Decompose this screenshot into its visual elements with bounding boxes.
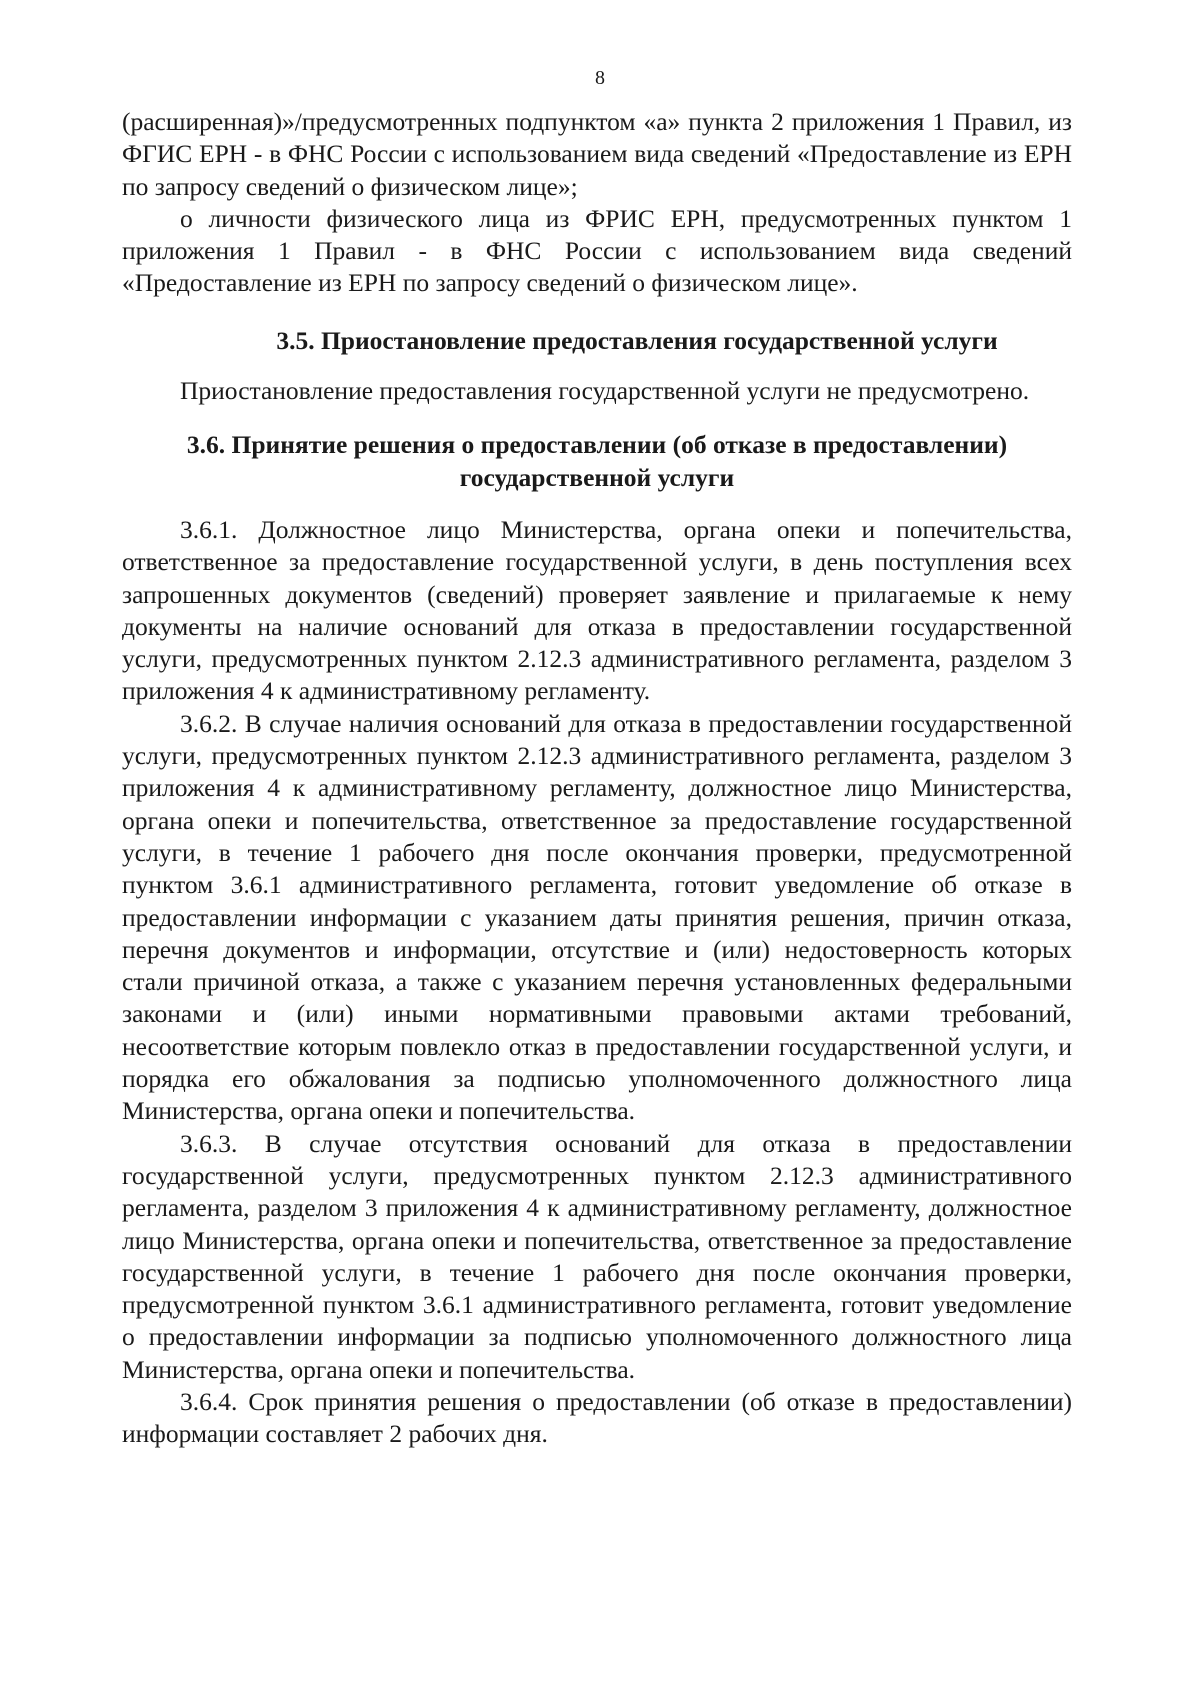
- section-heading-3-6: [122, 429, 1072, 494]
- paragraph-3-6-4: 3.6.4. Срок принятия решения о предоставлении (об отказе в предоставлении) информации составляет 2 рабочих дня.: [122, 1386, 1072, 1449]
- paragraph-3-6-3: 3.6.3. В случае отсутствия оснований для отказа в предоставлении государственной услуги, предусмотренных пунктом 2.12.3 административного регламента, разделом 3 приложения 4 к административному регламенту, должностное лицо Министерства, органа опеки и попечительства, ответственное за предоставление государственной услуги, в течение 1 рабочего дня после окончания проверки, предусмотренной пунктом 3.6.1 административного регламента, готовит уведомление о предоставлении информации за подписью уполномоченного должностного лица Министерства, органа опеки и попечительства.: [122, 1128, 1072, 1384]
- paragraph-3-6-2: 3.6.2. В случае наличия оснований для отказа в предоставлении государственной услуги, предусмотренных пунктом 2.12.3 административного регламента, разделом 3 приложения 4 к административному регламенту, должностное лицо Министерства, органа опеки и попечительства, ответственное за предоставление государственной услуги, в течение 1 рабочего дня после окончания проверки, предусмотренной пунктом 3.6.1 административного регламента, готовит уведомление об отказе в предоставлении информации с указанием даты принятия решения, причин отказа, перечня документов и информации, отсутствие и (или) недостоверность которых стали причиной отказа, а также с указанием перечня установленных федеральными законами и (или) иными нормативными правовыми актами требований, несоответствие которым повлекло отказ в предоставлении государственной услуги, и порядка его обжалования за подписью уполномоченного должностного лица Министерства, органа опеки и попечительства.: [122, 708, 1072, 1126]
- paragraph-3-6-1: 3.6.1. Должностное лицо Министерства, органа опеки и попечительства, ответственное за предоставление государственной услуги, в день поступления всех запрошенных документов (сведений) проверяет заявление и прилагаемые к нему документы на наличие оснований для отказа в предоставлении государственной услуги, предусмотренных пунктом 2.12.3 административного регламента, разделом 3 приложения 4 к административному регламенту.: [122, 514, 1072, 706]
- paragraph-personal-data: о личности физического лица из ФРИС ЕРН, предусмотренных пунктом 1 приложения 1 Правил - в ФНС России с использованием вида сведений «Предоставление из ЕРН по запросу сведений о физическом лице».: [122, 203, 1072, 298]
- paragraph-3-5: Приостановление предоставления государственной услуги не предусмотрено.: [180, 376, 1030, 406]
- page-number: 8: [595, 67, 605, 89]
- document-body: [122, 106, 1072, 1451]
- section-heading-3-6-line-2: государственной услуги: [459, 462, 735, 492]
- paragraph-continuation: (расширенная)»/предусмотренных подпунктом «а» пункта 2 приложения 1 Правил, из ФГИС ЕРН - в ФНС России с использованием вида сведений «Предоставление из ЕРН по запросу сведений о физическом лице»;: [122, 107, 1072, 201]
- section-heading-3-6-line-1: 3.6. Принятие решения о предоставлении (об отказе в предоставлении): [186, 430, 1008, 460]
- section-heading-3-5: 3.5. Приостановление предоставления государственной услуги: [276, 325, 998, 355]
